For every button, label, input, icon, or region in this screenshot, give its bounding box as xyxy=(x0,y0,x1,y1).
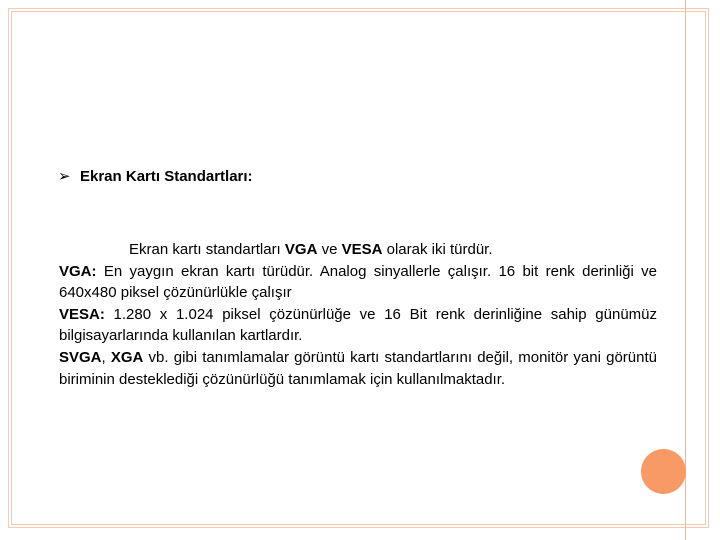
intro-text-1: Ekran kartı standartları xyxy=(129,241,285,258)
svga-sep: , xyxy=(101,348,111,366)
decorative-vertical-line xyxy=(685,0,686,540)
slide-body xyxy=(59,239,657,390)
intro-paragraph xyxy=(59,239,657,261)
svga-label: SVGA xyxy=(59,348,102,366)
intro-text-2: ve xyxy=(317,241,342,258)
svga-text: vb. gibi tanımlamalar görüntü kartı standartlarını değil, monitör yani görüntü biriminin desteklediği çözünürlüğü tanımlamak için kullanılmaktadır. xyxy=(59,348,657,388)
xga-label: XGA xyxy=(110,348,144,366)
svga-paragraph xyxy=(59,347,657,390)
vga-label: VGA: xyxy=(59,262,97,280)
vesa-label: VESA: xyxy=(59,305,105,323)
vga-paragraph xyxy=(59,261,657,304)
intro-text-3: olarak iki türdür. xyxy=(382,241,493,258)
intro-vga: VGA xyxy=(284,241,318,258)
arrow-bullet-icon: ➢ xyxy=(58,168,71,185)
slide-heading xyxy=(58,167,253,187)
vga-text: En yaygın ekran kartı türüdür. Analog sinyallerle çalışır. 16 bit renk derinliği ve 640x480 piksel çözünürlükle çalışır xyxy=(59,262,657,302)
vesa-paragraph xyxy=(59,304,657,347)
heading-text: Ekran Kartı Standartları: xyxy=(80,168,253,185)
decorative-circle xyxy=(641,449,686,494)
intro-vesa: VESA xyxy=(341,241,383,258)
vesa-text: 1.280 x 1.024 piksel çözünürlüğe ve 16 Bit renk derinliğine sahip günümüz bilgisayarlarında kullanılan kartlardır. xyxy=(59,305,657,345)
